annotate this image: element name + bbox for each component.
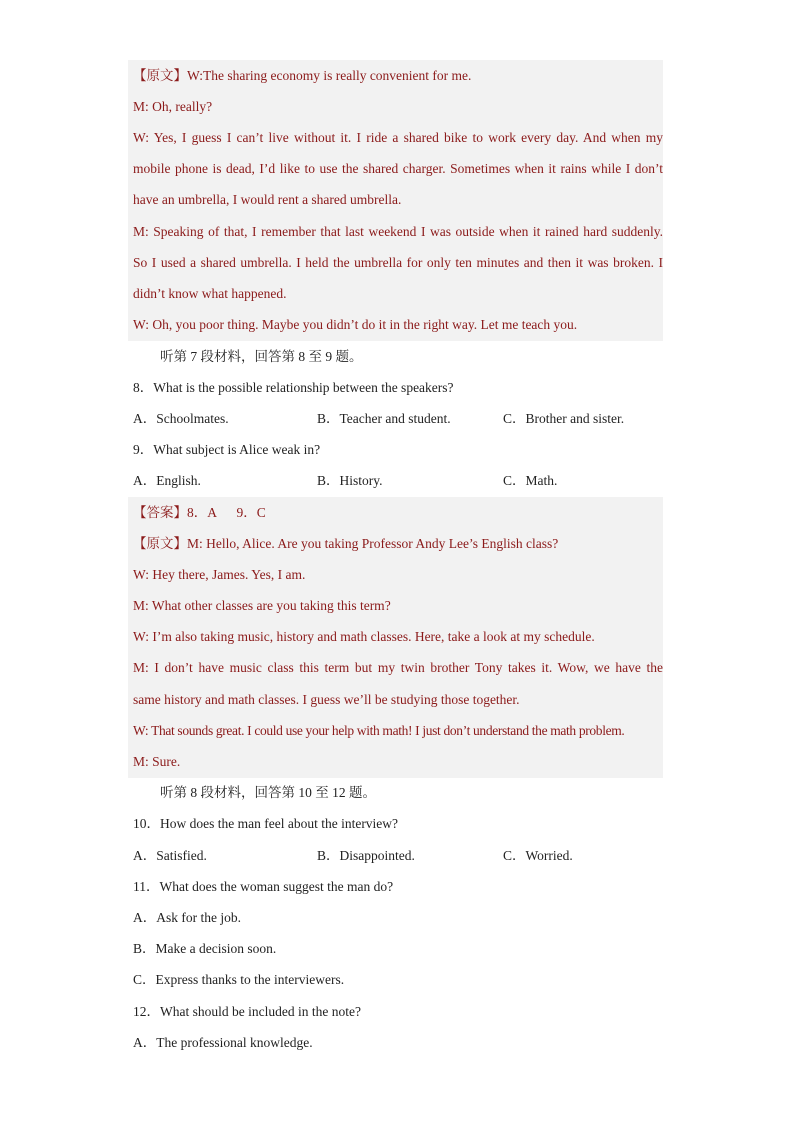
q11-option-a: A．Ask for the job. xyxy=(133,910,241,925)
question-10: 10．How does the man feel about the interview? xyxy=(133,816,399,831)
transcript-line: M: Oh, really? xyxy=(133,99,213,114)
transcript-line: M: I don’t have music class this term but my twin brother Tony takes it. Wow, we have the xyxy=(133,660,663,675)
answer-text: 8．A 9．C xyxy=(187,505,266,520)
transcript-line: have an umbrella, I would rent a shared umbrella. xyxy=(133,192,402,207)
answer-line xyxy=(133,497,663,528)
section-instruction: 听第 7 段材料，回答第 8 至 9 题。 xyxy=(160,349,363,364)
transcript-line: So I used a shared umbrella. I held the umbrella for only ten minutes and then it was broken. I xyxy=(133,255,663,270)
transcript-line: M: Sure. xyxy=(133,754,181,769)
question-12: 12．What should be included in the note? xyxy=(133,1004,361,1019)
transcript-line: W: I’m also taking music, history and math classes. Here, take a look at my schedule. xyxy=(133,629,595,644)
q10-option-b: B．Disappointed. xyxy=(317,848,415,863)
transcript-line: mobile phone is dead, I’d like to use the shared charger. Sometimes when it rains while I don’t xyxy=(133,161,663,176)
q10-option-c: C．Worried. xyxy=(503,848,573,863)
original-text-tag: 【原文】 xyxy=(133,68,187,83)
q9-option-a: A．English. xyxy=(133,473,201,488)
q8-option-c: C．Brother and sister. xyxy=(503,411,625,426)
transcript-line: same history and math classes. I guess we’ll be studying those together. xyxy=(133,692,520,707)
transcript-line: 【原文】W:The sharing economy is really convenient for me. xyxy=(133,68,472,83)
question-8: 8．What is the possible relationship between the speakers? xyxy=(133,380,454,395)
transcript-line: didn’t know what happened. xyxy=(133,286,287,301)
original-text-tag: 【原文】 xyxy=(133,536,187,551)
question-11: 11．What does the woman suggest the man do? xyxy=(133,879,394,894)
transcript-line: W: That sounds great. I could use your help with math! I just don’t understand the math problem. xyxy=(133,723,625,738)
q11-option-c: C．Express thanks to the interviewers. xyxy=(133,972,345,987)
transcript-line: W: Yes, I guess I can’t live without it. I ride a shared bike to work every day. And when my xyxy=(133,130,663,145)
transcript-line: W: Hey there, James. Yes, I am. xyxy=(133,567,306,582)
transcript-line: M: What other classes are you taking this term? xyxy=(133,598,391,613)
q9-option-b: B．History. xyxy=(317,473,383,488)
transcript-line: W: Oh, you poor thing. Maybe you didn’t do it in the right way. Let me teach you. xyxy=(133,317,578,332)
answer-tag: 【答案】 xyxy=(133,505,187,520)
q11-option-b: B．Make a decision soon. xyxy=(133,941,277,956)
q8-option-b: B．Teacher and student. xyxy=(317,411,451,426)
q9-option-c: C．Math. xyxy=(503,473,558,488)
transcript-line: 【原文】M: Hello, Alice. Are you taking Professor Andy Lee’s English class? xyxy=(133,536,559,551)
q8-option-a: A．Schoolmates. xyxy=(133,411,229,426)
transcript-line: M: Speaking of that, I remember that last weekend I was outside when it rained hard suddenly. xyxy=(133,224,663,239)
question-9: 9．What subject is Alice weak in? xyxy=(133,442,321,457)
section-instruction: 听第 8 段材料，回答第 10 至 12 题。 xyxy=(160,785,376,800)
q10-option-a: A．Satisfied. xyxy=(133,848,207,863)
q12-option-a: A．The professional knowledge. xyxy=(133,1035,313,1050)
